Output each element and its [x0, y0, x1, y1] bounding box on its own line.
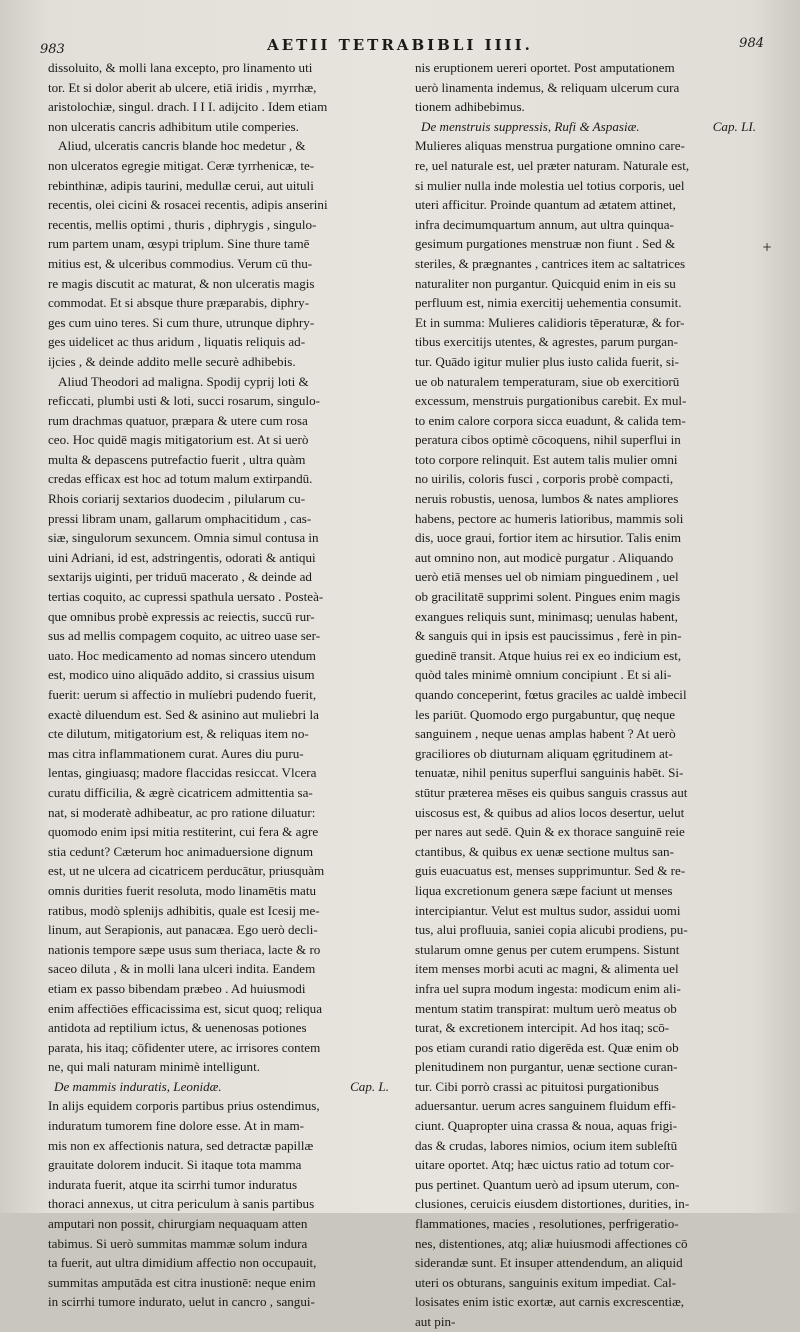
- text-line: in scirrhi tumore indurato, uelut in cancro , sangui-: [48, 1294, 315, 1310]
- left-column: [48, 58, 393, 1312]
- text-line: tur. Cibi porrò crassi ac pituitosi purgationibus: [415, 1078, 659, 1094]
- text-line: no uirilis, coloris fusci , corporis probè compacti,: [415, 471, 674, 487]
- text-line: siderandæ sunt. Et insuper attendendum, an aliquid: [415, 1255, 683, 1271]
- text-line: sus ad mellis compagem coquito, ac uitreo uase ser-: [48, 628, 321, 644]
- text-line: infra uel supra modum ingesta: modicum enim ali-: [415, 980, 681, 996]
- text-line: omnis durities fuerit resoluta, modo linamētis matu: [48, 882, 317, 898]
- text-line: dis, uoce graui, fortior item ac hirsutior. Talis enim: [415, 530, 682, 546]
- text-line: summitas amputāda est citra inustionē: neque enim: [48, 1274, 316, 1290]
- text-line: est, modico uino aliquādo addito, si crassius uisum: [48, 667, 315, 683]
- text-line: induratum tumorem fine dolore esse. At in mam-: [48, 1118, 304, 1134]
- text-line: guedinē transit. Atque huius rei ex eo indicium est,: [415, 647, 682, 663]
- text-line: plenitudinem non purgantur, uenæ sectione curan-: [415, 1059, 678, 1075]
- text-line: quomodo enim ipsi mitia restiterint, cui fera & agre: [48, 824, 319, 840]
- text-line: per nares aut sedē. Quin & ex thorace sanguinē reie: [415, 824, 685, 840]
- text-line: Et in summa: Mulieres calidioris tēperaturæ, & for-: [415, 314, 685, 330]
- text-line: indurata fuerit, atque ita scirrhi tumor induratus: [48, 1176, 298, 1192]
- chapter-number: Cap. L.: [350, 1078, 389, 1094]
- text-line: thoraci annexus, ut citra periculum à sanis partibus: [48, 1196, 315, 1212]
- text-line: uerò linamenta indemus, & reliquam ulcerum cura: [415, 79, 680, 95]
- text-line: nis eruptionem uereri oportet. Post amputationem: [415, 60, 675, 75]
- text-line: mis non ex affectionis natura, sed detractæ papillæ: [48, 1137, 314, 1153]
- text-line: re, uel naturale est, uel præter naturam. Naturale est,: [415, 157, 690, 173]
- text-line: saceo diluta , & in molli lana ulceri indita. Eandem: [48, 961, 316, 977]
- text-line: habens, pectore ac humeris latioribus, mammis soli: [415, 510, 684, 526]
- text-line: clusiones, ceruicis eiusdem distortiones, durities, in-: [415, 1196, 690, 1212]
- text-line: nationis tempore sæpe usus sum theriaca, lacte & ro: [48, 941, 321, 957]
- text-line: grauitate dolorem inducit. Si itaque tota mamma: [48, 1157, 302, 1173]
- text-line: graciliores ob diuturnam aliquam ęgritudinem at-: [415, 745, 673, 761]
- text-line: pos etiam curandi ratio digerēda est. Quæ enim ob: [415, 1039, 679, 1055]
- text-line: rum drachmas quatuor, præpara & utere cum rosa: [48, 412, 308, 428]
- text-line: Mulieres aliquas menstrua purgatione omnino care-: [415, 138, 685, 154]
- text-line: tibus exercitijs utentes, & agrestes, parum purgan-: [415, 334, 679, 350]
- text-line: In alijs equidem corporis partibus prius ostendimus,: [48, 1098, 320, 1114]
- section-heading: [48, 1077, 393, 1097]
- text-line: neruis robustis, uenosa, lumbos & nates ampliores: [415, 491, 679, 507]
- text-line: lentas, gingiuasq; madore flaccidas resiccat. Vlcera: [48, 765, 317, 781]
- text-line: losisates enim istic exortæ, aut carnis excrescentiæ,: [415, 1294, 685, 1310]
- text-line: rebinthinæ, adipis taurini, medullæ cerui, aut uituli: [48, 177, 314, 193]
- text-line: steriles, & prægnantes , cantrices item ac saltatrices: [415, 255, 686, 271]
- text-line: turat, & excretionem intercipit. Ad hos itaq; scō-: [415, 1020, 670, 1036]
- text-line: ges uidelicet ac thus aridum , liquatis reliquis ad-: [48, 334, 306, 350]
- text-line: tertias coquito, ac cupressi spathula uersato . Posteà-: [48, 589, 324, 605]
- text-line: stia cedunt? Cæterum hoc animaduersione dignum: [48, 843, 314, 859]
- text-line: tabimus. Si uerò summitas mammæ solum indura: [48, 1235, 308, 1251]
- text-line: antidota ad reptilium ictus, & uenenosas potiones: [48, 1020, 307, 1036]
- text-line: aut pin-: [415, 1314, 456, 1329]
- text-line: tenuatæ, nihil penitus superflui sanguinis habēt. Si-: [415, 765, 684, 781]
- text-line: uteri os obturans, sanguinis exitum impediat. Cal-: [415, 1274, 677, 1290]
- text-line: Aliud, ulceratis cancris blande hoc medetur , &: [58, 138, 306, 154]
- text-line: peratura cibos optimè cōcoquens, nihil superflui in: [415, 432, 681, 448]
- text-line: Aliud Theodori ad maligna. Spodij cyprij loti &: [58, 373, 309, 389]
- text-line: parata, his itaq; cōfidenter utere, ac irrisores contem: [48, 1039, 321, 1055]
- text-line: multa & depascens putrefactio fuerit , ultra quàm: [48, 451, 306, 467]
- text-line: uerò etiā menses uel ob nimiam pinguedinem , uel: [415, 569, 679, 585]
- text-line: sanguinem , neque uenas amplas habent ? At uerò: [415, 726, 676, 742]
- text-line: etiam ex passo bibendam præbeo . Ad huiusmodi: [48, 980, 306, 996]
- text-line: curatu difficilia, & ægrè cicatricem admittentia sa-: [48, 784, 313, 800]
- text-line: pus pertinet. Quantum uerò ad ipsum uterum, con-: [415, 1176, 680, 1192]
- text-line: exangues reliquis sunt, minimasq; uenulas habent,: [415, 608, 678, 624]
- chapter-number: Cap. LI.: [712, 118, 756, 134]
- text-line: ijcies , & deinde addito melle securè adhibebis.: [48, 353, 296, 369]
- text-line: mas citra inflammationem curat. Aures diu puru-: [48, 745, 304, 761]
- text-line: sextarijs uiginti, per triduū macerato , & deinde ad: [48, 569, 312, 585]
- text-line: reficcati, plumbi usti & loti, succi rosarum, singulo-: [48, 393, 321, 409]
- margin-mark: +: [762, 240, 773, 254]
- section-title: De menstruis suppressis, Rufi & Aspasiæ.: [421, 118, 640, 134]
- text-line: exactè diluendum est. Sed & asinino aut muliebri la: [48, 706, 319, 722]
- text-line: uteri afficitur. Proinde quantum ad ætatem attinet,: [415, 197, 676, 213]
- text-line: flammationes, macies , resolutiones, perfrigeratio-: [415, 1216, 679, 1232]
- text-line: uini Adriani, id est, adstringentis, odorati & antiqui: [48, 549, 316, 565]
- text-line: recentis, olei cicini & rosacei recentis, adipis anserini: [48, 197, 328, 213]
- text-line: est, ut ne ulcera ad cicatricem perducātur, priusquàm: [48, 863, 325, 879]
- right-column: [415, 58, 760, 1332]
- text-line: aduersantur. uerum acres sanguinem fluidum effi-: [415, 1098, 676, 1114]
- text-line: nat, si moderatè adhibeatur, ac pro ratione diluatur:: [48, 804, 316, 820]
- text-line: to enim calore corpora sicca euadunt, & calida tem-: [415, 412, 686, 428]
- text-line: ctantibus, & quibus ex uenæ sectione multus san-: [415, 843, 674, 859]
- text-line: ta fuerit, aut ultra dimidium affectio non occupauit,: [48, 1255, 317, 1271]
- running-title: AETII TETRABIBLI IIII.: [267, 36, 533, 54]
- text-line: ne, qui mali naturam minimè intelligunt.: [48, 1059, 261, 1075]
- text-line: gesimum purgationes menstruæ non fiunt . Sed &: [415, 236, 676, 252]
- text-line: re magis discutit ac maturat, & non ulceratis magis: [48, 275, 315, 291]
- section-title: De mammis induratis, Leonidæ.: [54, 1078, 222, 1094]
- text-line: stularum omne genus per cutem erumpens. Sistunt: [415, 941, 680, 957]
- text-line: guis euacuatus est, menses supprimuntur. Sed & re-: [415, 863, 686, 879]
- page-number-left: 983: [40, 42, 65, 57]
- text-line: liqua excretionum genera sæpe faciunt ut menses: [415, 882, 673, 898]
- page-header: [0, 32, 800, 56]
- text-line: non ulceratis cancris adhibitum utile comperies.: [48, 118, 299, 134]
- text-line: que omnibus probè expressis ac reiectis, succū rur-: [48, 608, 315, 624]
- text-line: tur. Quādo igitur mulier plus iusto calida fuerit, si-: [415, 353, 680, 369]
- text-line: aristolochiæ, singul. drach. I I I. adijcito . Idem etiam: [48, 99, 328, 115]
- text-line: mentum statim transpirat: multum uerò meatus ob: [415, 1000, 677, 1016]
- text-line: naturaliter non purgantur. Quicquid enim in eis su: [415, 275, 676, 291]
- page-number-right: 984: [739, 36, 764, 51]
- text-line: non ulceratos egregie mitigat. Ceræ tyrrhenicæ, te-: [48, 157, 315, 173]
- text-line: toto corpore relinquit. Est autem talis mulier omni: [415, 451, 678, 467]
- text-line: rum partem unam, œsypi triplum. Sine thure tamē: [48, 236, 310, 252]
- text-line: uato. Hoc medicamento ad nomas sincero utendum: [48, 647, 316, 663]
- text-line: stūtur præterea mēses eis quibus sanguis crassus aut: [415, 784, 688, 800]
- text-line: ciunt. Quapropter uina crassa & noua, aquas frigi-: [415, 1118, 678, 1134]
- text-line: cte dilutum, mitigatorium est, & reliquas item no-: [48, 726, 309, 742]
- text-line: linum, aut Serapionis, aut panacæa. Ego uerò decli-: [48, 922, 318, 938]
- text-line: si mulier nulla inde molestia uel totius corporis, uel: [415, 177, 685, 193]
- text-line: ceo. Hoc quidē magis mitigatorium est. At si uerò: [48, 432, 309, 448]
- text-line: quòd tales minimè omnium concipiunt . Et si ali-: [415, 667, 672, 683]
- text-line: excessum, menstruis purgationibus carebit. Ex mul-: [415, 393, 687, 409]
- text-line: intercipiantur. Velut est multus sudor, assidui uomi: [415, 902, 681, 918]
- text-line: fuerit: uerum si affectio in mulíebri pudendo fuerit,: [48, 687, 317, 702]
- text-line: das & crudas, labores nimios, ocium item subleſtū: [415, 1137, 678, 1153]
- text-line: & sanguis qui in ipsis est paucissimus , ferè in pin-: [415, 628, 682, 644]
- text-line: recentis, mellis optimi , thuris , diphrygis , singulo-: [48, 216, 317, 232]
- text-line: infra decimumquartum annum, aut ultra quinqua-: [415, 216, 674, 232]
- text-line: mitius est, & ulceribus commodius. Verum cū thu-: [48, 255, 313, 271]
- text-line: quando conceperint, fœtus graciles ac ualdè imbecil: [415, 687, 687, 702]
- text-line: ratibus, modò splenijs adhibitis, quale est Icesij me-: [48, 902, 320, 918]
- text-line: commodat. Et si absque thure præparabis, diphry-: [48, 295, 310, 311]
- text-line: tionem adhibebimus.: [415, 99, 525, 115]
- text-line: nes, distentiones, atq; aliæ huiusmodi affectiones cō: [415, 1235, 688, 1251]
- text-line: les pariūt. Quomodo ergo purgabuntur, quę neque: [415, 706, 676, 722]
- text-line: aut omnino non, aut modicè purgatur . Aliquando: [415, 549, 674, 565]
- text-line: enim affectiōes efficacissima est, sicut quoq; reliqua: [48, 1000, 323, 1016]
- text-line: uiscosus est, & quibus ad alios locos desertur, uelut: [415, 804, 685, 820]
- text-line: ue ob naturalem temperaturam, siue ob exercitiorū: [415, 373, 680, 389]
- text-line: item menses morbi acuti ac magni, & alimenta uel: [415, 961, 679, 977]
- text-line: amputari non possit, chirurgiam nequaquam atten: [48, 1216, 308, 1232]
- text-line: ges cum uino teres. Si cum thure, utrunque diphry-: [48, 314, 315, 330]
- text-line: perfluum est, nimia exercitij uehementia consumit.: [415, 295, 682, 311]
- text-line: uitare oportet. Atq; hæc uictus ratio ad totum cor-: [415, 1157, 675, 1173]
- text-line: tor. Et si dolor aberit ab ulcere, etiā iridis , myrrhæ,: [48, 79, 317, 95]
- text-line: credas efficax est hoc ad totum malum extirpandū.: [48, 471, 313, 487]
- text-line: dissoluito, & molli lana excepto, pro linamento uti: [48, 60, 313, 75]
- text-line: ob gracilitatē supprimi solent. Pingues enim magis: [415, 589, 681, 605]
- text-line: pressi libram unam, gallarum omphacitidum , cas-: [48, 510, 312, 526]
- text-line: Rhois coriarij sextarios duodecim , pilularum cu-: [48, 491, 306, 507]
- section-heading: [415, 117, 760, 137]
- text-line: siæ, singulorum sexuncem. Omnia simul contusa in: [48, 530, 319, 546]
- text-line: tus, alui profluuia, saniei copia alicubi prodiens, pu-: [415, 922, 688, 938]
